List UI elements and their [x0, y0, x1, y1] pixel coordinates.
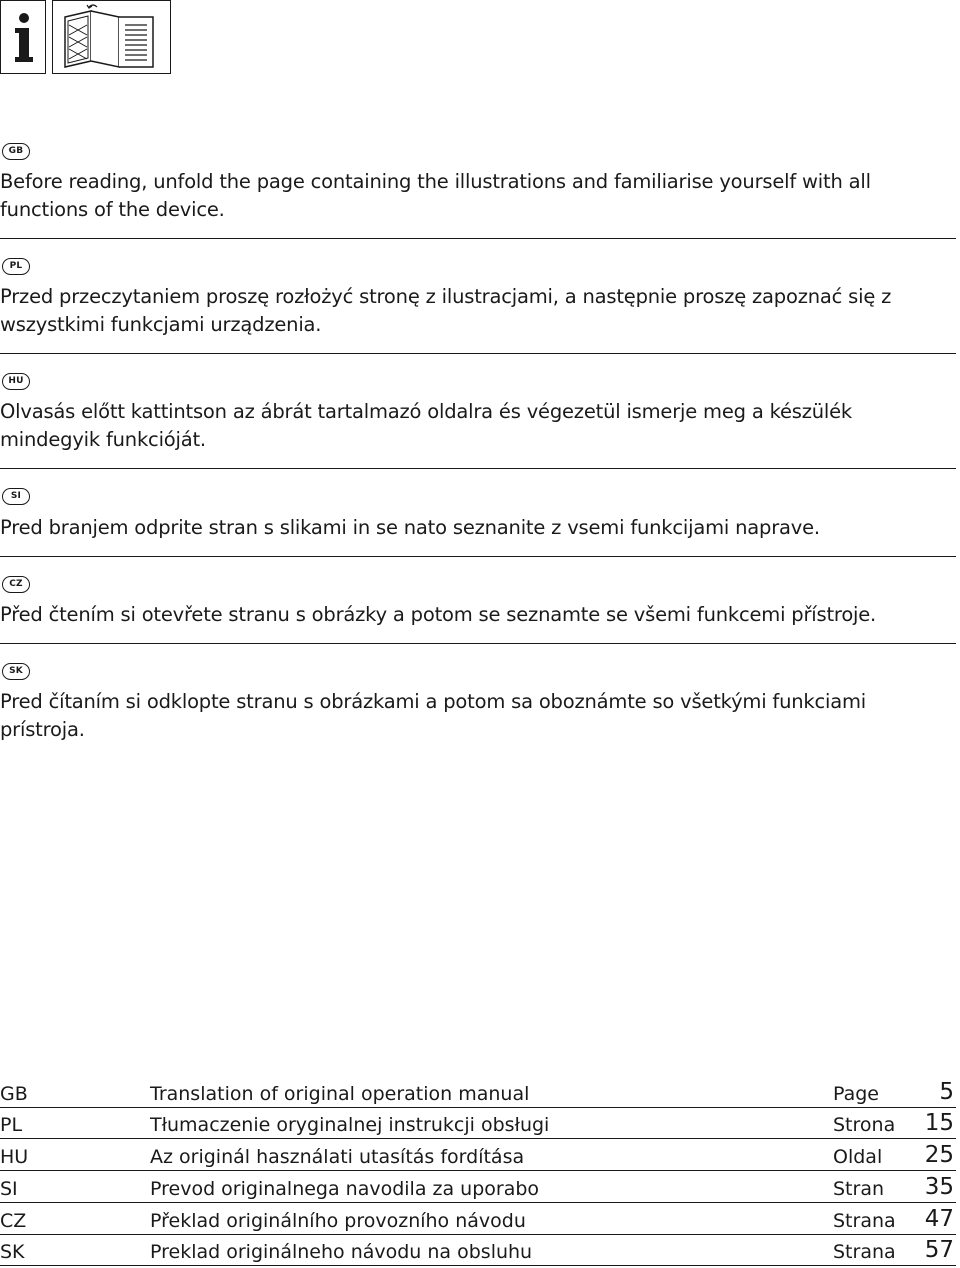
divider: [0, 468, 956, 469]
toc-row: [0, 1172, 956, 1203]
language-badge-sk: SK: [2, 663, 30, 680]
toc-row: [0, 1140, 956, 1171]
toc-row: [0, 1204, 956, 1235]
divider: [0, 1202, 956, 1203]
instruction-text-si: Pred branjem odprite stran s slikami in se nato seznanite z vsemi funkcijami naprave.: [0, 516, 820, 539]
toc-page-label: Strana: [833, 1241, 896, 1263]
divider: [0, 643, 956, 644]
toc-language-code: PL: [0, 1114, 23, 1136]
toc-page-label: Stran: [833, 1178, 885, 1200]
toc-title: Translation of original operation manual: [150, 1083, 530, 1105]
language-badge-cz: CZ: [2, 576, 30, 593]
language-badge-pl: PL: [2, 258, 30, 275]
language-badge-si: SI: [2, 488, 30, 505]
instruction-text-pl: Przed przeczytaniem proszę rozłożyć stronę z ilustracjami, a następnie proszę zapoznać się z wszystkimi funkcjami urządzenia.: [0, 285, 892, 336]
toc-title: Prevod originalnega navodila za uporabo: [150, 1178, 540, 1200]
toc-language-code: GB: [0, 1083, 28, 1105]
toc-language-code: SK: [0, 1241, 25, 1263]
toc-title: Tłumaczenie oryginalnej instrukcji obsługi: [150, 1114, 550, 1136]
toc-row: [0, 1077, 956, 1108]
toc-page-number: 47: [924, 1206, 954, 1232]
divider: [0, 353, 956, 354]
language-badge-gb: GB: [2, 143, 30, 160]
toc-title: Preklad originálneho návodu na obsluhu: [150, 1241, 533, 1263]
toc-page-number: 15: [924, 1110, 954, 1136]
toc-row: [0, 1235, 956, 1266]
language-badge-hu: HU: [2, 373, 30, 390]
toc-page-label: Oldal: [833, 1146, 883, 1168]
toc-page-number: 35: [924, 1174, 954, 1200]
toc-title: Az originál használati utasítás fordítása: [150, 1146, 525, 1168]
toc-language-code: SI: [0, 1178, 18, 1200]
instruction-text-gb: Before reading, unfold the page containing the illustrations and familiarise yourself with all functions of the device.: [0, 170, 871, 221]
unfold-page-icon: [52, 0, 171, 74]
info-icon: [0, 0, 46, 74]
instruction-text-hu: Olvasás előtt kattintson az ábrát tartalmazó oldalra és végezetül ismerje meg a készülék mindegyik funkcióját.: [0, 400, 853, 451]
instruction-text-cz: Před čtením si otevřete stranu s obrázky a potom se seznamte se všemi funkcemi přístroje.: [0, 603, 877, 626]
toc-page-number: 25: [924, 1142, 954, 1168]
divider: [0, 238, 956, 239]
toc-page-label: Strona: [833, 1114, 896, 1136]
divider: [0, 1138, 956, 1139]
divider: [0, 1170, 956, 1171]
toc-language-code: CZ: [0, 1210, 27, 1232]
toc-page-label: Page: [833, 1083, 879, 1105]
toc-page-label: Strana: [833, 1210, 896, 1232]
divider: [0, 1265, 956, 1266]
divider: [0, 556, 956, 557]
toc-row: [0, 1108, 956, 1139]
instruction-text-sk: Pred čítaním si odklopte stranu s obrázkami a potom sa oboznámte so všetkými funkciami prístroja.: [0, 690, 867, 741]
toc-language-code: HU: [0, 1146, 29, 1168]
toc-title: Překlad originálního provozního návodu: [150, 1210, 526, 1232]
toc-page-number: 57: [924, 1237, 954, 1263]
toc-page-number: 5: [939, 1079, 954, 1105]
